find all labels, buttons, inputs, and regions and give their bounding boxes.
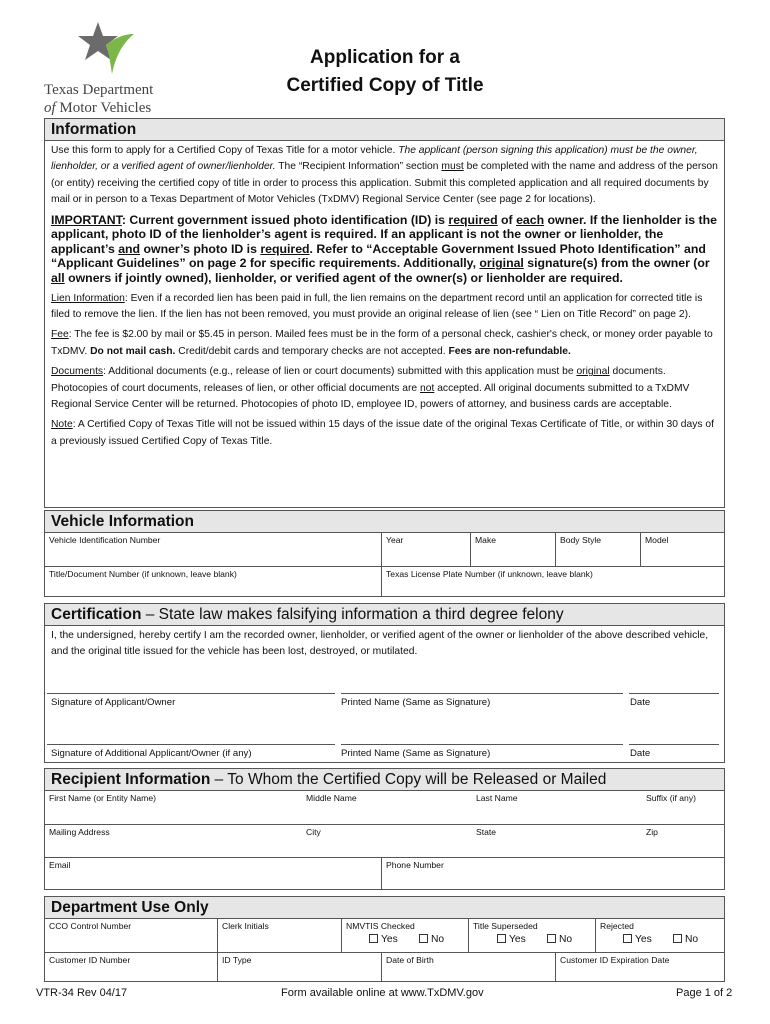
printed-name-line-2[interactable] <box>341 744 623 745</box>
plate-number-field[interactable]: Texas License Plate Number (if unknown, leave blank) <box>386 569 593 579</box>
certification-heading: Certification – State law makes falsifying information a third degree felony <box>45 604 724 626</box>
nmvtis-yes-checkbox[interactable]: Yes <box>369 934 398 945</box>
signature-label-2: Signature of Additional Applicant/Owner (if any) <box>51 748 252 759</box>
date-line-1[interactable] <box>629 693 719 694</box>
intro-paragraph: Use this form to apply for a Certified Copy of Texas Title for a motor vehicle. The applicant (person signing this application) must be the owner, lienholder, or a verified agent of owner/lienholder. The “Recipient Information” section must be completed with the name and address of the person (or entity) receiving the certified copy of title in order to process this application. Submit this completed application and all required documents by mail or in person to a Texas Department of Motor Vehicles (TxDMV) Regional Service Center (see page 2 for locations). <box>51 145 718 206</box>
body-style-field[interactable]: Body Style <box>556 533 641 566</box>
nmvtis-checked-field: NMVTIS Checked <box>342 919 469 952</box>
star-icon <box>76 22 136 80</box>
recipient-heading: Recipient Information – To Whom the Certified Copy will be Released or Mailed <box>45 769 724 791</box>
mailing-address-field[interactable]: Mailing Address <box>49 827 110 837</box>
recipient-section <box>44 768 725 890</box>
form-id: VTR-34 Rev 04/17 <box>36 987 128 999</box>
date-line-2[interactable] <box>629 744 719 745</box>
date-label-2: Date <box>630 748 651 759</box>
information-heading: Information <box>45 119 724 141</box>
information-section <box>44 118 725 508</box>
middle-name-field[interactable]: Middle Name <box>306 793 357 803</box>
logo-line-2: of Motor Vehicles <box>44 100 152 116</box>
signature-label-1: Signature of Applicant/Owner <box>51 697 176 708</box>
lien-paragraph: Lien Information: Even if a recorded lien has been paid in full, the lien remains on the department record until an application for corrected title is filed to remove the lien. If the lien has not been removed, you must provide an original release of lien (see “ Lien on Title Record” on page 2). <box>51 292 703 320</box>
date-of-birth-field[interactable]: Date of Birth <box>382 953 556 981</box>
printed-name-line-1[interactable] <box>341 693 623 694</box>
cco-control-field[interactable]: CCO Control Number <box>45 919 218 952</box>
printed-name-label-2: Printed Name (Same as Signature) <box>341 748 491 759</box>
signature-line-1[interactable] <box>47 693 335 694</box>
superseded-no-checkbox[interactable]: No <box>547 934 572 945</box>
title-number-field[interactable]: Title/Document Number (if unknown, leave blank) <box>45 567 382 596</box>
state-field[interactable]: State <box>476 827 497 837</box>
department-section <box>44 896 725 982</box>
page-number: Page 1 of 2 <box>676 987 733 999</box>
make-field[interactable]: Make <box>471 533 556 566</box>
date-label-1: Date <box>630 697 651 708</box>
vehicle-heading: Vehicle Information <box>45 511 724 533</box>
clerk-initials-field[interactable]: Clerk Initials <box>218 919 342 952</box>
year-field[interactable]: Year <box>382 533 471 566</box>
txdmv-logo <box>44 22 174 117</box>
department-heading: Department Use Only <box>45 897 724 919</box>
first-name-field[interactable]: First Name (or Entity Name) <box>49 793 156 803</box>
documents-paragraph: Documents: Additional documents (e.g., release of lien or court documents) submitted with this application must be original documents. Photocopies of court documents, releases of lien, or other official documents are not accepted. All original documents submitted to a TxDMV Regional Service Center will be returned. Photocopies of photo ID, employee ID, powers of attorney, and business cards are acceptable. <box>51 366 690 411</box>
model-field[interactable]: Model <box>645 535 669 545</box>
vehicle-section <box>44 510 725 597</box>
suffix-field[interactable]: Suffix (if any) <box>646 793 696 803</box>
id-type-field[interactable]: ID Type <box>218 953 382 981</box>
signature-line-2[interactable] <box>47 744 335 745</box>
title-superseded-field: Title Superseded <box>469 919 596 952</box>
certification-text: I, the undersigned, hereby certify I am the recorded owner, lienholder, or verified agent of the owner or lienholder of the above described vehicle, and the original title issued for the vehicle has been lost, destroyed, or mutilated. <box>51 630 709 658</box>
printed-name-label-1: Printed Name (Same as Signature) <box>341 697 491 708</box>
rejected-no-checkbox[interactable]: No <box>673 934 698 945</box>
fee-paragraph: Fee: The fee is $2.00 by mail or $5.45 in person. Mailed fees must be in the form of a personal check, cashier's check, or money order payable to TxDMV. Do not mail cash. Credit/debit cards and temporary checks are not accepted. Fees are non-refundable. <box>51 329 713 357</box>
nmvtis-no-checkbox[interactable]: No <box>419 934 444 945</box>
note-paragraph: Note: A Certified Copy of Texas Title will not be issued within 15 days of the issue date of the original Texas Certificate of Title, or within 30 days of a previously issued Certified Copy of Texas Title. <box>51 419 714 447</box>
last-name-field[interactable]: Last Name <box>476 793 518 803</box>
id-expiration-field[interactable]: Customer ID Expiration Date <box>560 955 670 965</box>
logo-line-1: Texas Department <box>44 82 154 98</box>
important-paragraph: IMPORTANT: Current government issued photo identification (ID) is required of each owner. If the lienholder is the applicant, photo ID of the lienholder’s agent is required. If an applicant is not the owner or lienholder, the applicant’s and owner’s photo ID is required. Refer to “Acceptable Government Issued Photo Identification” and “Applicant Guidelines” on page 2 for specific requirements. Additionally, original signature(s) from the owner (or all owners if jointly owned), lienholder, or verified agent of the owner(s) or lienholder are required. <box>51 212 717 285</box>
customer-id-field[interactable]: Customer ID Number <box>45 953 218 981</box>
city-field[interactable]: City <box>306 827 321 837</box>
certification-section <box>44 603 725 763</box>
online-url: Form available online at www.TxDMV.gov <box>281 987 484 999</box>
vin-field[interactable]: Vehicle Identification Number <box>45 533 382 566</box>
rejected-yes-checkbox[interactable]: Yes <box>623 934 652 945</box>
phone-field[interactable]: Phone Number <box>386 860 444 870</box>
page-title: Application for a Certified Copy of Title <box>286 47 484 96</box>
email-field[interactable]: Email <box>45 858 382 889</box>
zip-field[interactable]: Zip <box>646 827 658 837</box>
rejected-field: Rejected <box>600 921 634 931</box>
superseded-yes-checkbox[interactable]: Yes <box>497 934 526 945</box>
